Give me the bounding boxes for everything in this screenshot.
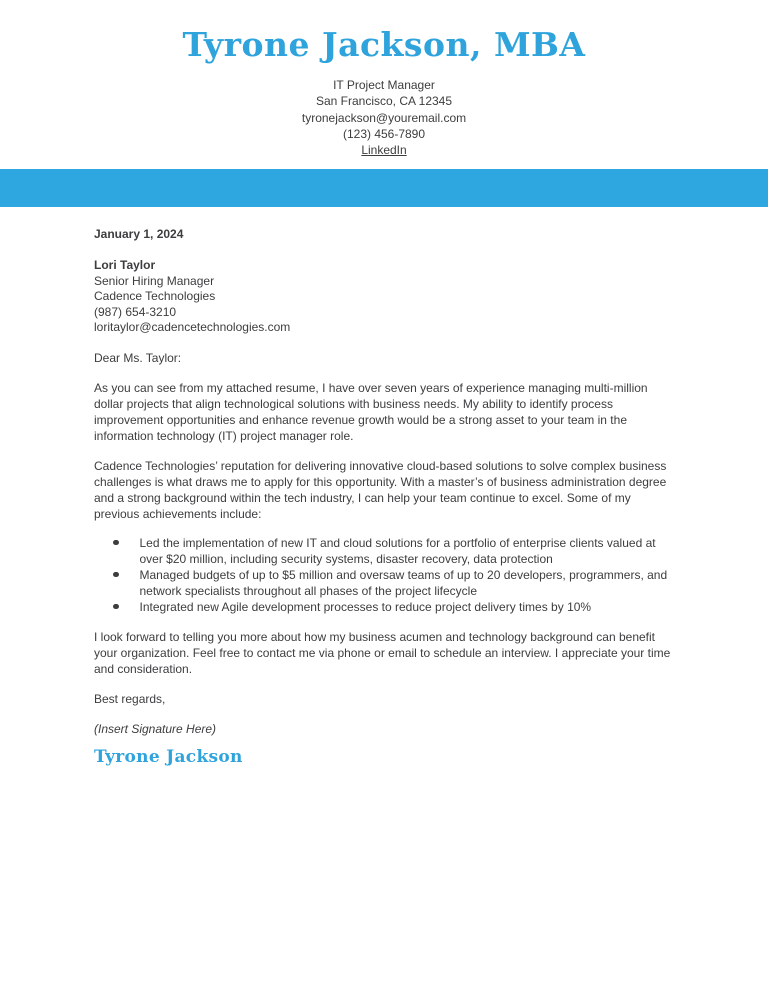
- accent-divider-bar: [0, 169, 768, 207]
- achievement-text: Integrated new Agile development processes to reduce project delivery times by 10%: [139, 599, 592, 614]
- letter-date: January 1, 2024: [94, 227, 184, 242]
- recipient-company: Cadence Technologies: [94, 289, 216, 304]
- body-paragraph-2: Cadence Technologies’ reputation for delivering innovative cloud-based solutions to solve complex business challenges is what draws me to apply for this opportunity. With a master’s of business administration degree and a strong background within the tech industry, I can help your team continue to excel. Some of my previous achievements include:: [94, 458, 667, 521]
- recipient-name: Lori Taylor: [94, 257, 156, 272]
- closing-salutation: Best regards,: [94, 691, 166, 706]
- recipient-phone: (987) 654-3210: [94, 304, 177, 319]
- applicant-name: Tyrone Jackson, MBA: [182, 25, 586, 64]
- achievement-text: Managed budgets of up to $5 million and oversaw teams of up to 20 developers, programmers, and network specialists throughout all phases of the project lifecycle: [139, 567, 668, 598]
- signature-placeholder: (Insert Signature Here): [94, 721, 217, 736]
- achievement-text: Led the implementation of new IT and cloud solutions for a portfolio of enterprise clients valued at over $20 million, including security systems, disaster recovery, data protection: [139, 535, 656, 566]
- achievement-item: [94, 599, 672, 615]
- bullet-icon: [113, 572, 119, 578]
- contact-block: [0, 77, 768, 158]
- achievement-list: [94, 535, 672, 615]
- recipient-block: [94, 258, 672, 336]
- linkedin-link[interactable]: LinkedIn: [361, 143, 407, 158]
- applicant-job-title: IT Project Manager: [333, 78, 435, 92]
- bullet-icon: [113, 604, 119, 610]
- closing-paragraph: I look forward to telling you more about how my business acumen and technology background can benefit your organization. Feel free to contact me via phone or email to schedule an interview. I appreciate your time and consideration.: [94, 629, 671, 676]
- achievement-item: [94, 535, 672, 567]
- letter-body: [0, 207, 768, 767]
- bullet-icon: [113, 540, 119, 546]
- salutation: Dear Ms. Taylor:: [94, 350, 182, 365]
- applicant-email: tyronejackson@youremail.com: [301, 110, 467, 125]
- body-paragraph-1: As you can see from my attached resume, I have over seven years of experience managing multi-million dollar projects that align technological solutions with business needs. My ability to identify process improvement opportunities and enhance revenue growth would be a strong asset to your team in the information technology (IT) project manager role.: [94, 380, 648, 443]
- recipient-title: Senior Hiring Manager: [94, 273, 215, 288]
- achievement-item: [94, 567, 672, 599]
- applicant-phone: (123) 456-7890: [342, 126, 426, 141]
- recipient-email: loritaylor@cadencetechnologies.com: [94, 320, 291, 335]
- signature-name: Tyrone Jackson: [94, 746, 243, 767]
- letter-header: [0, 0, 768, 158]
- applicant-location: San Francisco, CA 12345: [315, 94, 453, 109]
